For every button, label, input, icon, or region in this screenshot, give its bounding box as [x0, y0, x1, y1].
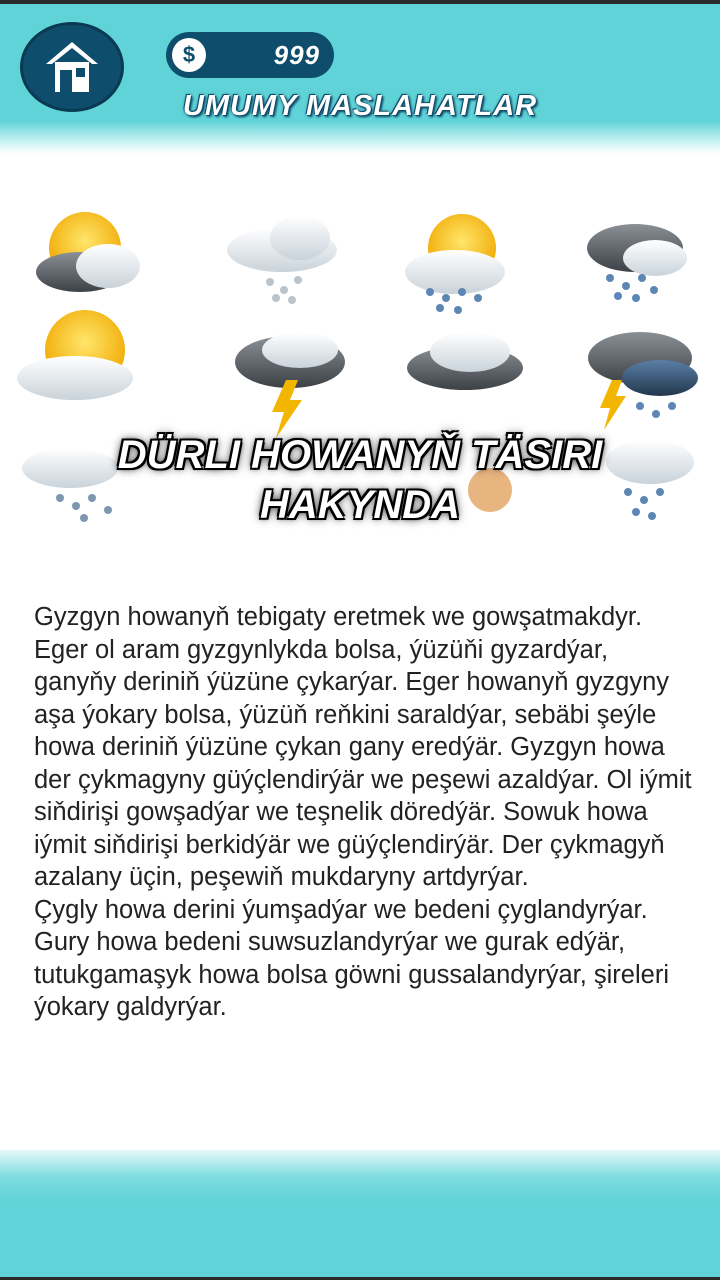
cloudy-icon — [407, 332, 523, 390]
header-bar — [0, 4, 720, 154]
partly-cloudy-icon — [36, 212, 140, 292]
sun-cloud-icon — [17, 310, 133, 400]
coin-counter — [166, 32, 334, 78]
home-icon — [42, 38, 102, 96]
coin-value: 999 — [273, 39, 320, 70]
thunderstorm-icon — [235, 332, 345, 438]
sun-rain-icon — [405, 214, 505, 314]
storm-rain-icon — [588, 332, 698, 430]
article-title — [50, 430, 670, 530]
dollar-coin-icon: $ — [172, 38, 206, 72]
rain-cloud-icon — [587, 224, 687, 302]
bottom-bar — [0, 1150, 720, 1280]
article-title-line-1: DÜRLI HOWANYŇ TÄSIRI — [117, 433, 603, 477]
article-body[interactable]: Gyzgyn howanyň tebigaty eretmek we gowşatmakdyr. Eger ol aram gyzgynlykda bolsa, ýüzüňi gyzardýar, ganyňy deriniň ýüzüne çykarýar. Eger howanyň gyzgyny aşa ýokary bolsa, ýüzüň reňkini saraldýar, sebäbi şeýle howa deriniň ýüzüne çykan gany eredýär. Gyzgyn howa der çykmagyny güýçlendirýär we peşewi azaldýar. Ol iýmit siňdirişi gowşadýar we teşnelik döredýär. Sowuk howa iýmit siňdirişi berkidýär we güýçlendirýär. Der çykmagyň azalany üçin, peşewiň mukdaryny artdyrýar. Çygly howa derini ýumşadýar we bedeni çyglandyrýar. Gury howa bedeni suwsuzlandyrýar we gurak edýär, tutukgamaşyk howa bolsa göwni gussalandyrýar, şireleri ýokary galdyrýar. — [34, 603, 692, 1021]
page-title: UMUMY MASLAHATLAR — [182, 90, 538, 122]
snow-cloud-icon — [227, 216, 337, 304]
article-title-line-2: HAKYNDA — [260, 483, 460, 527]
